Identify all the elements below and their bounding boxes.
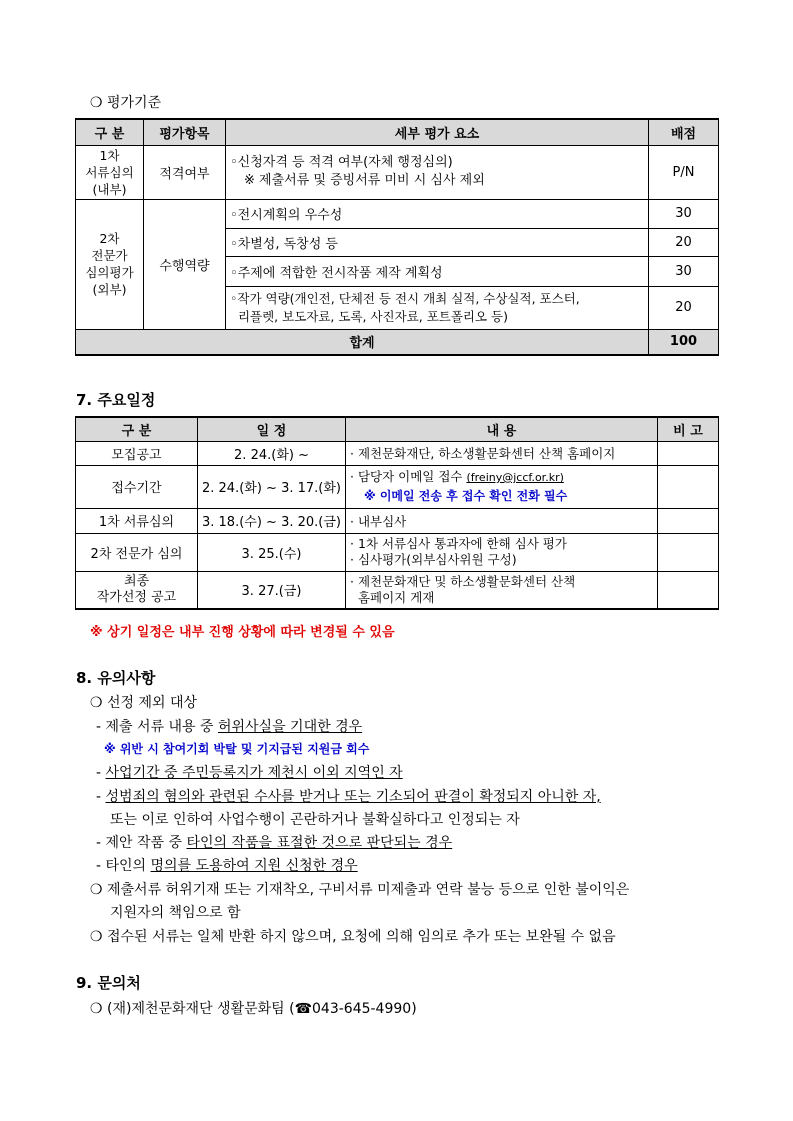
- eval-r2-score: 30: [649, 256, 719, 286]
- eval-r2-detail: ◦차별성, 독창성 등: [226, 228, 649, 256]
- schedule-category: 모집공고: [76, 441, 198, 465]
- notes-exclusion-title: ❍ 선정 제외 대상: [90, 695, 198, 711]
- eval-r2-category: 2차 전문가 심의평가 (외부): [76, 199, 144, 329]
- table-row: [76, 571, 719, 609]
- schedule-content: · 담당자 이메일 접수: [350, 469, 463, 484]
- schedule-remarks: [658, 465, 719, 508]
- eval-r2-score: 20: [649, 228, 719, 256]
- notes-item: - 제출 서류 내용 중 허위사실을 기대한 경우: [96, 719, 363, 735]
- schedule-warning: ※ 상기 일정은 내부 진행 상황에 따라 변경될 수 있음: [90, 625, 395, 640]
- schedule-date: 3. 25.(수): [198, 533, 346, 571]
- notes-bullet: ❍ 제출서류 허위기재 또는 기재착오, 구비서류 미제출과 연락 불능 등으로 인한 불이익은: [90, 882, 630, 898]
- eval-total-value: 100: [649, 329, 719, 355]
- schedule-content: · 내부심사: [346, 508, 658, 533]
- eval-r2-score: 30: [649, 199, 719, 228]
- schedule-table: [75, 416, 719, 610]
- schedule-category: 1차 서류심의: [76, 508, 198, 533]
- table-row: [76, 441, 719, 465]
- schedule-note: ※ 이메일 전송 후 접수 확인 전화 필수: [364, 489, 568, 503]
- notes-item: - 제안 작품 중 타인의 작품을 표절한 것으로 판단되는 경우: [96, 835, 453, 851]
- eval-r2-score: 20: [649, 286, 719, 329]
- eval-r1-detail: ◦신청자격 등 적격 여부(자체 행정심의): [230, 155, 453, 170]
- schedule-remarks: [658, 533, 719, 571]
- schedule-category: 최종 작가선정 공고: [76, 571, 198, 609]
- eval-r2-detail: ◦작가 역량(개인전, 단체전 등 전시 개최 실적, 수상실적, 포스터, 리플렛, 보도자료, 도록, 사진자료, 포트폴리오 등): [226, 286, 649, 329]
- notes-item: - 성범죄의 혐의와 관련된 수사를 받거나 또는 기소되어 판결이 확정되지 아니한 자,: [96, 789, 601, 805]
- schedule-date: 3. 18.(수) ~ 3. 20.(금): [198, 508, 346, 533]
- schedule-remarks: [658, 571, 719, 609]
- table-row: [76, 508, 719, 533]
- eval-total-label: 합계: [76, 329, 649, 355]
- schedule-header-date: 일 정: [198, 417, 346, 441]
- notes-warning: ※ 위반 시 참여기회 박탈 및 기지급된 지원금 회수: [104, 742, 370, 756]
- schedule-heading: 7. 주요일정: [76, 391, 156, 409]
- schedule-header-content: 내 용: [346, 417, 658, 441]
- schedule-date: 3. 27.(금): [198, 571, 346, 609]
- contact-heading: 9. 문의처: [76, 974, 141, 992]
- eval-r1-item: 적격여부: [144, 145, 226, 199]
- table-row: [76, 465, 719, 508]
- notes-bullet-continued: 지원자의 책임으로 함: [110, 905, 241, 921]
- contact-line: ❍ (재)제천문화재단 생활문화팀 (☎043-645-4990): [90, 1001, 417, 1017]
- schedule-content: · 제천문화재단 및 하소생활문화센터 산책 홈페이지 게재: [346, 571, 658, 609]
- schedule-remarks: [658, 441, 719, 465]
- email-link[interactable]: (freiny@jccf.or.kr): [466, 471, 564, 484]
- eval-r1-score: P/N: [649, 145, 719, 199]
- eval-header-score: 배점: [649, 119, 719, 145]
- eval-table: [75, 118, 719, 356]
- schedule-category: 2차 전문가 심의: [76, 533, 198, 571]
- eval-r2-detail: ◦주제에 적합한 전시작품 제작 계획성: [226, 256, 649, 286]
- notes-item-continued: 또는 이로 인하여 사업수행이 곤란하거나 불확실하다고 인정되는 자: [110, 812, 520, 828]
- notes-item: - 타인의 명의를 도용하여 지원 신청한 경우: [96, 858, 358, 874]
- schedule-remarks: [658, 508, 719, 533]
- eval-r2-item: 수행역량: [144, 199, 226, 329]
- eval-header-item: 평가항목: [144, 119, 226, 145]
- eval-r1-note: ※ 제출서류 및 증빙서류 미비 시 심사 제외: [244, 173, 485, 188]
- schedule-date: 2. 24.(화) ~: [198, 441, 346, 465]
- table-row: [76, 533, 719, 571]
- schedule-content: · 제천문화재단, 하소생활문화센터 산책 홈페이지: [346, 441, 658, 465]
- schedule-category: 접수기간: [76, 465, 198, 508]
- notes-item: - 사업기간 중 주민등록지가 제천시 이외 지역인 자: [96, 765, 403, 781]
- notes-heading: 8. 유의사항: [76, 669, 156, 687]
- schedule-header-remarks: 비 고: [658, 417, 719, 441]
- notes-bullet: ❍ 접수된 서류는 일체 반환 하지 않으며, 요청에 의해 임의로 추가 또는 보완될 수 없음: [90, 929, 616, 945]
- eval-heading: ❍ 평가기준: [90, 95, 162, 111]
- eval-r1-category: 1차 서류심의 (내부): [76, 145, 144, 199]
- schedule-content: · 1차 서류심사 통과자에 한해 심사 평가 · 심사평가(외부심사위원 구성): [346, 533, 658, 571]
- eval-header-detail: 세부 평가 요소: [226, 119, 649, 145]
- eval-r2-detail: ◦전시계획의 우수성: [226, 199, 649, 228]
- schedule-date: 2. 24.(화) ~ 3. 17.(화): [198, 465, 346, 508]
- schedule-header-category: 구 분: [76, 417, 198, 441]
- eval-header-category: 구 분: [76, 119, 144, 145]
